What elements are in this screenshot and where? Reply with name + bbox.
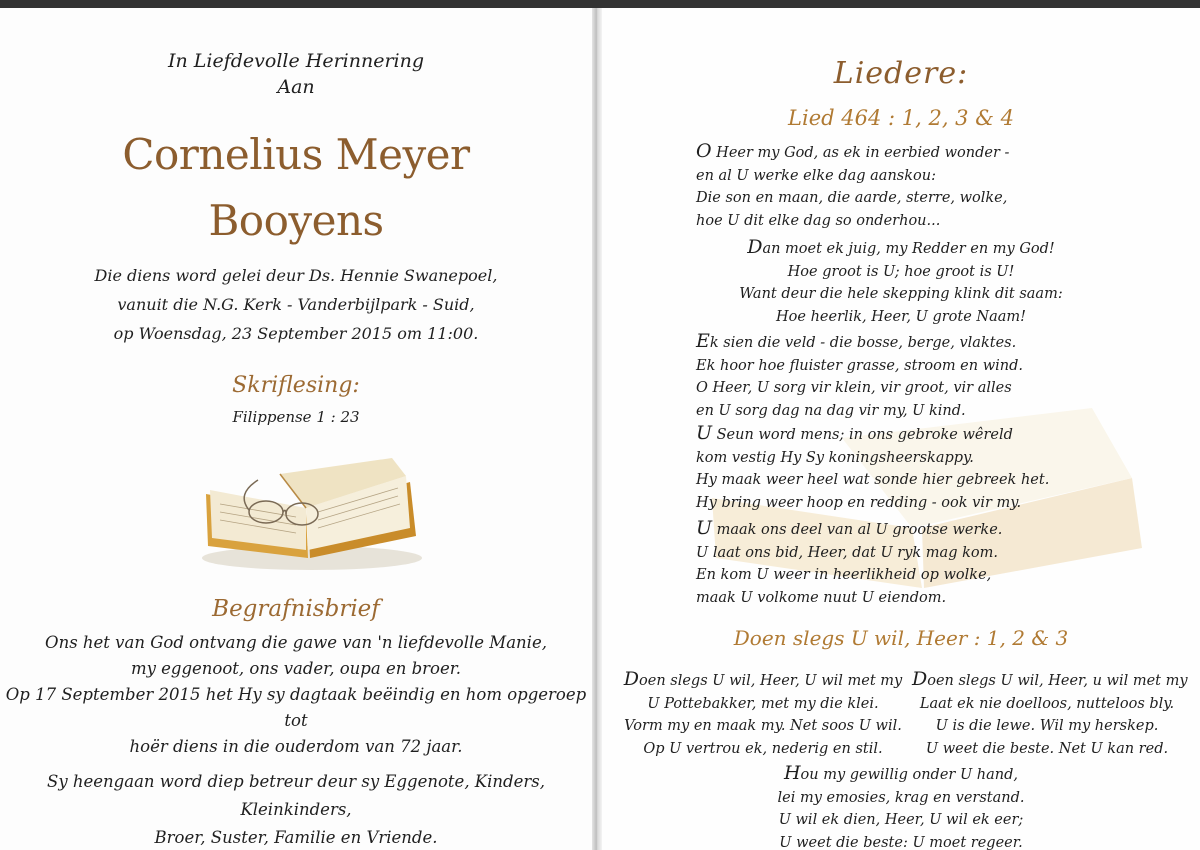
verse-line: Ek sien die veld - die bosse, berge, vlaktes. [696, 330, 1017, 352]
verse-line: U is die lewe. Wil my herskep. [935, 718, 1159, 734]
verse-line: Hy maak weer heel wat sonde hier gebreek het. [696, 472, 1050, 488]
hymn2-verse-3 [602, 762, 1200, 850]
obituary-heading: Begrafnisbrief [212, 596, 380, 622]
mourners-line: Broer, Suster, Familie en Vriende. [154, 828, 438, 847]
service-line: op Woensdag, 23 September 2015 om 11:00. [113, 324, 479, 343]
obituary-text [0, 630, 592, 760]
verse-line: Dan moet ek juig, my Redder en my God! [747, 236, 1055, 258]
verse-line: U weet die beste: U moet regeer. [779, 834, 1023, 850]
verse-line: Hy bring weer hoop en redding - ook vir my. [696, 494, 1022, 511]
intro-line: Aan [277, 76, 315, 98]
obituary-line: Ons het van God ontvang die gawe van 'n liefdevolle Manie, [45, 633, 547, 652]
hymn2-verse-1 [622, 668, 904, 760]
verse-line: Hoe groot is U; hoe groot is U! [787, 263, 1015, 280]
verse-line: O Heer my God, as ek in eerbied wonder - [696, 140, 1010, 162]
obituary-line: my eggenoot, ons vader, oupa en broer. [130, 659, 462, 678]
service-details [0, 261, 592, 348]
deceased-name-line2: Booyens [208, 196, 384, 245]
hymn2-title: Doen slegs U wil, Heer : 1, 2 & 3 [733, 626, 1069, 650]
hymn1-verse-1 [696, 140, 1009, 232]
verse-line: Op U vertrou ek, nederig en stil. [643, 740, 883, 757]
hymn1-verse-3 [696, 422, 1049, 514]
verse-line: Die son en maan, die aarde, sterre, wolke, [696, 190, 1008, 206]
intro-line: In Liefdevolle Herinnering [167, 50, 425, 72]
hymn2-verse-2 [912, 668, 1188, 760]
verse-line: U Seun word mens; in ons gebroke wêreld [696, 422, 1013, 444]
service-line: vanuit die N.G. Kerk - Vanderbijlpark - Suid, [117, 295, 475, 314]
verse-line: U maak ons deel van al U grootse werke. [696, 517, 1003, 539]
right-page [602, 8, 1200, 850]
booklet-spine [592, 8, 602, 850]
memorial-intro [0, 48, 592, 100]
hymn1-verse-4 [696, 517, 1002, 609]
hymn1-verse-2 [696, 330, 1023, 422]
verse-line: Doen slegs U wil, Heer, U wil met my [623, 668, 903, 690]
obituary-line: Op 17 September 2015 het Hy sy dagtaak beëindig en hom opgeroep tot [5, 685, 587, 730]
hymn1-title: Lied 464 : 1, 2, 3 & 4 [788, 106, 1014, 130]
verse-line: en U sorg dag na dag vir my, U kind. [696, 402, 966, 419]
verse-line: O Heer, U sorg vir klein, vir groot, vir alles [696, 380, 1012, 396]
hymn1-chorus [602, 236, 1200, 328]
verse-line: U laat ons bid, Heer, dat U ryk mag kom. [696, 544, 998, 561]
verse-line: lei my emosies, krag en verstand. [777, 789, 1025, 806]
verse-line: maak U volkome nuut U eiendom. [696, 589, 947, 606]
service-line: Die diens word gelei deur Ds. Hennie Swanepoel, [94, 266, 498, 285]
scan-top-edge [0, 0, 1200, 8]
verse-line: kom vestig Hy Sy koningsheerskappy. [696, 449, 974, 466]
scripture-heading: Skriflesing: [232, 373, 360, 398]
verse-line: Laat ek nie doelloos, nutteloos bly. [919, 695, 1175, 712]
deceased-name-line1: Cornelius Meyer [122, 130, 470, 179]
left-page [0, 8, 592, 850]
verse-line: Hoe heerlik, Heer, U grote Naam! [776, 308, 1026, 325]
open-bible-illustration [196, 454, 428, 572]
verse-line: U wil ek dien, Heer, U wil ek eer; [778, 812, 1024, 828]
mourners-line: Sy heengaan word diep betreur deur sy Eggenote, Kinders, Kleinkinders, [47, 772, 545, 819]
verse-line: Hou my gewillig onder U hand, [783, 762, 1019, 784]
verse-line: En kom U weer in heerlikheid op wolke, [696, 567, 992, 583]
verse-line: Ek hoor hoe fluister grasse, stroom en wind. [696, 357, 1023, 374]
verse-line: U weet die beste. Net U kan red. [925, 740, 1169, 757]
verse-line: Doen slegs U wil, Heer, u wil met my [912, 668, 1188, 690]
verse-line: Want deur die hele skepping klink dit saam: [739, 286, 1063, 302]
songs-heading: Liedere: [833, 56, 969, 91]
scripture-reference: Filippense 1 : 23 [232, 408, 360, 426]
verse-line: hoe U dit elke dag so onderhou... [696, 212, 941, 229]
mourners-text [0, 768, 592, 850]
verse-line: U Pottebakker, met my die klei. [647, 695, 879, 712]
obituary-line: hoër diens in die ouderdom van 72 jaar. [129, 737, 463, 756]
verse-line: Vorm my en maak my. Net soos U wil. [624, 718, 902, 734]
verse-line: en al U werke elke dag aanskou: [696, 167, 936, 184]
